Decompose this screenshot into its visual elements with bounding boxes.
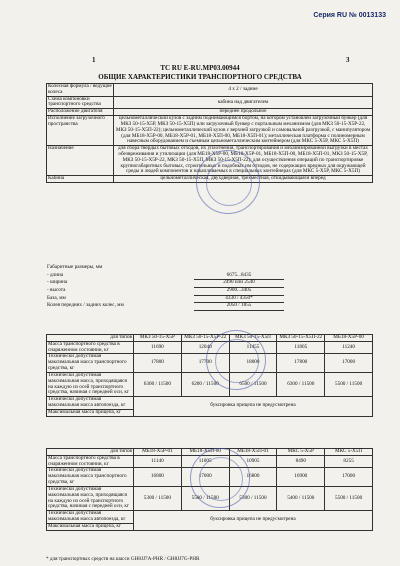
model-header: МКС 5-Х5Р <box>277 449 325 456</box>
model-header: МКЗ 50-15-Х5П <box>229 335 277 342</box>
page-number-right: 3 <box>346 56 350 64</box>
table-row <box>47 84 373 97</box>
table-cell: 6200 / 11500 <box>181 372 229 396</box>
dimension-label: - ширина <box>47 279 68 286</box>
model-header: МКС 5-Х5П <box>325 449 373 456</box>
table-cell: 16900 <box>277 468 325 486</box>
type-label: для типов <box>47 335 134 342</box>
serial-number: Серия RU № 0013133 <box>313 12 386 19</box>
characteristics-table <box>46 83 373 183</box>
mass-table-a <box>46 334 373 417</box>
row-label: Масса транспортного средства в снаряженном состоянии, кг <box>47 455 134 468</box>
model-header: МБ18-Х5П-01 <box>229 449 277 456</box>
row-label: Схема компоновки транспортного средства <box>47 96 114 109</box>
dimensions-block <box>46 264 373 310</box>
dimension-row <box>46 279 373 287</box>
table-cell: 11005 <box>181 455 229 468</box>
document-number: ТС RU E-RU.MP03.00944 <box>160 64 240 72</box>
table-cell: 16800 <box>134 468 182 486</box>
table-cell: 17000 <box>325 468 373 486</box>
row-label: Технически допустимая максимальная масса автопоезда, кг <box>47 397 134 410</box>
model-header: МКЗ 50-15-Х5П-22 <box>277 335 325 342</box>
dimension-row <box>46 295 373 303</box>
row-value: кабина над двигателем <box>114 96 373 109</box>
table-cell: 17000 <box>325 354 373 372</box>
row-label: Технически допустимая максимальная масса, приходящаяся на каждую из осей транспортного средства, начиная с передней оси, кг <box>47 486 134 510</box>
dimension-value: 6675...8435 <box>194 272 284 281</box>
dimensions-heading: Габаритные размеры, мм <box>47 264 103 270</box>
model-header: МКЗ 50-15-Х5Р-22 <box>181 335 229 342</box>
table-row <box>47 176 373 183</box>
dimension-row <box>46 287 373 295</box>
row-value: для сбора твердых бытовых отходов, их уплотнения, транспортирования и механизированной выгрузки в местах обезвреживания и утилизации (для МБ18-Х5Р-00, МБ18-Х5Р-01, МБ18-Х5П-00, МБ18-Х5П-01, МКЗ 50-15-Х5Р, МКЗ 50-15-Х5Р-22, МКЗ 50-15-Х5П, МКЗ 50-15-Х5П-22); для осуществления операций по транспортировке крупногабаритных бытовых, строительных и подобных им отходов, не содержащих вредных для окружающей среды и людей компонентов и накапливаемых в специальных контейнерах (для МКС 5-Х5Р, МКС 5-Х5П) <box>114 146 373 176</box>
table-row <box>47 511 373 524</box>
type-label: для типов <box>47 449 134 456</box>
row-value: 4 x 2 / задние <box>114 84 373 97</box>
row-label: Максимальная масса прицепа, кг <box>47 523 134 530</box>
dimension-value: 4330 / 4350* <box>194 295 284 304</box>
table-row <box>47 397 373 410</box>
table-cell: 11240 <box>325 341 373 354</box>
row-label: Технически допустимая максимальная масса транспортного средства, кг <box>47 354 134 372</box>
table-cell: 17000 <box>181 468 229 486</box>
table-cell: 17800 <box>277 354 325 372</box>
row-label: Колесная формула / ведущие колеса <box>48 83 112 95</box>
table-cell: 11455 <box>229 341 277 354</box>
model-header: МБ18-Х5П-00 <box>181 449 229 456</box>
row-label: Максимальная масса прицепа, кг <box>47 409 134 416</box>
dimension-value: 2050 / 1855 <box>194 302 284 311</box>
table-row <box>47 486 373 510</box>
row-label: Расположение двигателя <box>47 109 114 116</box>
table-cell: 11690 <box>134 341 182 354</box>
table-cell: 10905 <box>229 455 277 468</box>
table-cell: 17700 <box>181 354 229 372</box>
table-cell: 5300 / 11500 <box>229 486 277 510</box>
table-cell: 18000 <box>229 354 277 372</box>
table-cell: 5500 / 11500 <box>325 372 373 396</box>
table-cell: 5300 / 11500 <box>134 486 182 510</box>
table-cell: 6300 / 11500 <box>134 372 182 396</box>
dimension-value: 2900...3405 <box>194 287 284 296</box>
table-cell: 5500 / 11500 <box>181 486 229 510</box>
table-row <box>47 455 373 468</box>
table-row <box>47 96 373 109</box>
model-header: МБ18-Х5Р-00 <box>325 335 373 342</box>
table-cell: 11805 <box>277 341 325 354</box>
dimension-label: - высота <box>47 287 66 294</box>
row-label: Масса транспортного средства в снаряженном состоянии, кг <box>47 341 134 354</box>
table-row <box>47 146 373 176</box>
dimension-label: Колея передних / задних колес, мм <box>47 302 124 309</box>
merged-cell: буксировка прицепа не предусмотрена <box>134 511 373 530</box>
merged-cell: буксировка прицепа не предусмотрена <box>134 397 373 416</box>
table-cell: 16800 <box>229 468 277 486</box>
table-row <box>47 354 373 372</box>
dimension-value: 2490 или 2540 <box>194 279 284 288</box>
row-value: цельнометаллическая, двухдверная, трехместная, откидывающаяся вперед <box>114 176 373 183</box>
table-row <box>47 341 373 354</box>
table-cell: 11140 <box>134 455 182 468</box>
table-cell: 8255 <box>325 455 373 468</box>
dimension-row <box>46 272 373 280</box>
table-row <box>47 468 373 486</box>
dimension-label: База, мм <box>47 294 66 301</box>
document-title: ОБЩИЕ ХАРАКТЕРИСТИКИ ТРАНСПОРТНОГО СРЕДСТВА <box>98 73 302 81</box>
table-cell: 6500 / 11500 <box>229 372 277 396</box>
row-label: Технически допустимая максимальная масса транспортного средства, кг <box>47 468 134 486</box>
table-cell: 5500 / 11500 <box>325 486 373 510</box>
table-cell: 5400 / 11500 <box>277 486 325 510</box>
row-label: Технически допустимая максимальная масса автопоезда, кг <box>47 511 134 524</box>
table-row <box>47 372 373 396</box>
table-cell: 6300 / 11500 <box>277 372 325 396</box>
dimension-row <box>46 302 373 310</box>
dimensions-heading-row <box>46 264 373 272</box>
model-header: МБ18-Х5Р-01 <box>134 449 182 456</box>
row-value: переднее продольное <box>114 109 373 116</box>
table-cell: 12040 <box>181 341 229 354</box>
table-cell: 8490 <box>277 455 325 468</box>
row-label: Кабина <box>47 176 114 183</box>
model-header: МКЗ 50-15-Х5Р <box>134 335 182 342</box>
row-label: Технически допустимая максимальная масса, приходящаяся на каждую из осей транспортного средства, начиная с передней оси, кг <box>47 372 134 396</box>
row-label: Назначение <box>47 146 114 176</box>
row-label: Исполнение загрузочного пространства <box>47 116 114 146</box>
table-row <box>47 116 373 146</box>
row-value: цельнометаллический кузов с задним поднимающимся бортом, на котором установлен загрузочный бункер (для МКЗ 50-15-Х5Р, МКЗ 50-15-Х5П) или загрузочный бункер с портальным механизмом (для МКЗ 50-15-Х5Р-22, МКЗ 50-15-Х5П-22); цельнометаллический кузов с верхней загрузкой и самовальной разгрузкой, с манипулятором (для МБ18-Х5Р-00, МБ18-Х5Р-01, МБ18-Х5П-00, МБ18-Х5П-01); металлическая платформа с полиномерным навесным оборудованием и съемным цельнометаллическим контейнером (для МКС 5-Х5Р, МКС 5-Х5П) <box>114 116 373 146</box>
page-number-left: 1 <box>92 56 96 64</box>
dimension-label: - длина <box>47 271 64 278</box>
footnote: * для транспортных средств на шасси GH8JJ7A-PHR / GH8JJ7G-PHR <box>46 556 200 562</box>
table-cell: 17800 <box>134 354 182 372</box>
mass-table-b <box>46 448 373 531</box>
